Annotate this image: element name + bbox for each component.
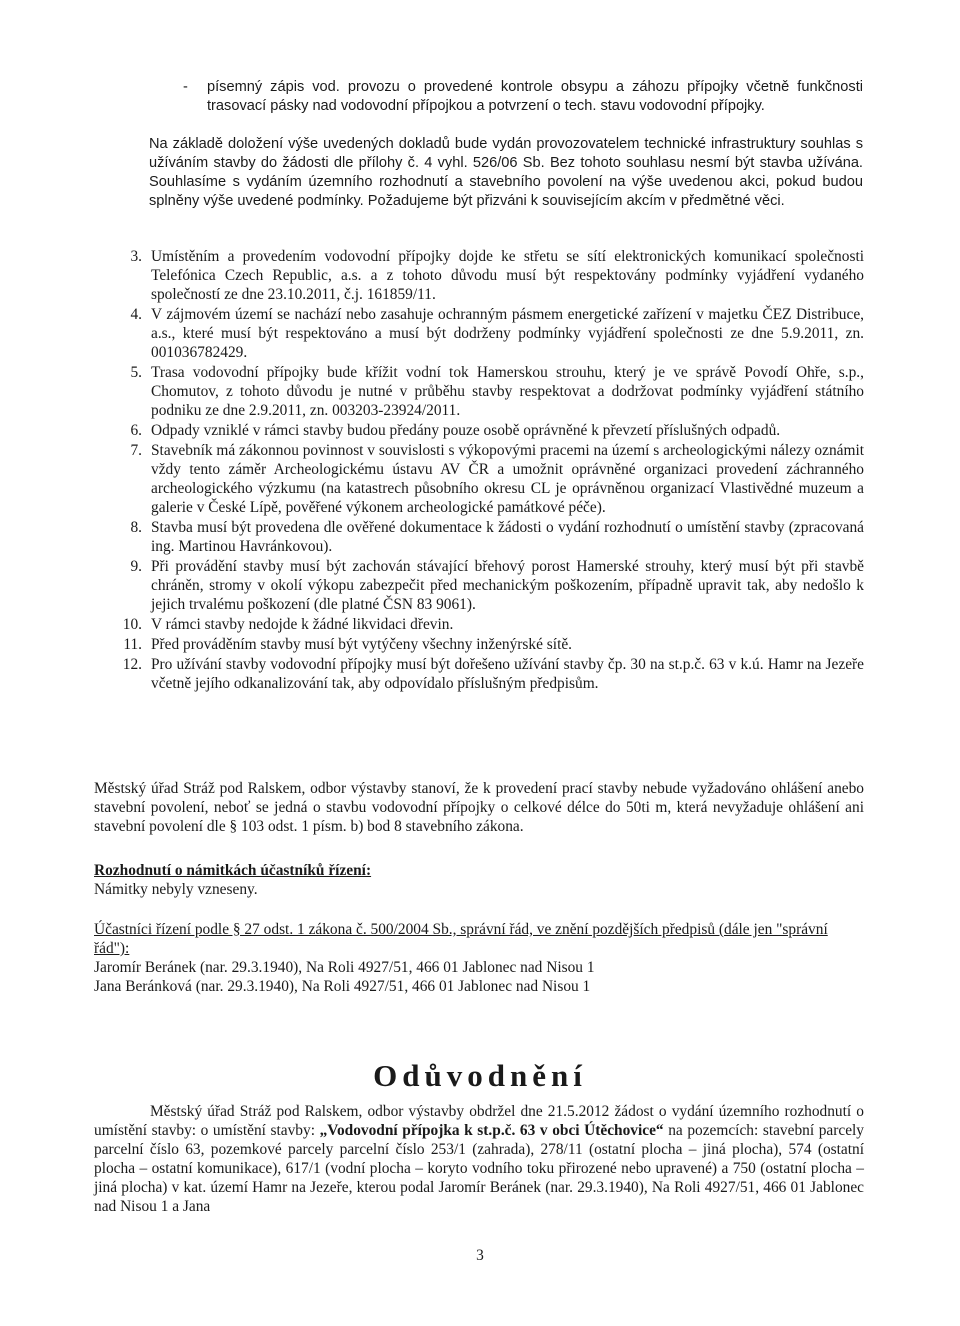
condition-text: Stavba musí být provedena dle ověřené dokumentace k žádosti o vydání rozhodnutí o umístění stavby (zpracovaná ing. Martinou Havránkovou). <box>151 519 864 555</box>
condition-number: 10. <box>122 616 142 633</box>
condition-item <box>118 518 864 556</box>
condition-item <box>118 363 864 420</box>
participants-section <box>94 920 864 996</box>
condition-text: Trasa vodovodní přípojky bude křížit vodní tok Hamerskou strouhu, který je ve správě Povodí Ohře, s.p., Chomutov, z tohoto důvodu je nutné v průběhu stavby respektovat a dodržovat podmínky vyjádření státního podniku ze dne 2.9.2011, zn. 003203-23924/2011. <box>151 364 864 419</box>
condition-text: Odpady vzniklé v rámci stavby budou předány pouze osobě oprávněné k převzetí příslušných odpadů. <box>151 422 781 439</box>
participant-2: Jana Beránková (nar. 29.3.1940), Na Roli 4927/51, 466 01 Jablonec nad Nisou 1 <box>94 978 591 995</box>
condition-item <box>118 247 864 304</box>
condition-text: V rámci stavby nedojde k žádné likvidaci dřevin. <box>151 616 454 633</box>
intro-paragraph-a: Na základě doložení výše uvedených dokladů bude vydán provozovatelem technické infrastruktury souhlas s užíváním stavby do žádosti dle přílohy č. 4 vyhl. 526/06 Sb. Bez tohoto souhlasu nesmí být stavba užívána. <box>149 136 863 171</box>
condition-number: 11. <box>123 636 142 653</box>
condition-number: 4. <box>130 306 142 323</box>
condition-item <box>118 421 864 440</box>
dash-item-text: písemný zápis vod. provozu o provedené kontrole obsypu a záhozu přípojky včetně funkčnosti trasovací pásky nad vodovodní přípojkou a potvrzení o tech. stavu vodovodní přípojky. <box>207 79 863 114</box>
intro-paragraph-b: Souhlasíme s vydáním územního rozhodnutí a stavebního povolení na výše uvedenou akci, pokud budou splněny výše uvedené podmínky. Požadujeme být přizváni k souvisejícím akcím v předmětné věci. <box>149 174 863 209</box>
objections-heading: Rozhodnutí o námitkách účastníků řízení: <box>94 862 372 879</box>
intro-paragraph <box>149 135 863 211</box>
condition-number: 5. <box>130 364 142 381</box>
participants-heading: Účastníci řízení podle § 27 odst. 1 zákona č. 500/2004 Sb., správní řád, ve znění pozdějších předpisů (dále jen "správní řád"): <box>94 921 828 957</box>
condition-text: Při provádění stavby musí být zachován stávající břehový porost Hamerské strouhy, který musí být při stavbě chráněn, stromy v okolí výkopu zabezpečit před mechanickým poškozením, případně upravit tak, aby nedošlo k jejich trvalému poškození (dle platné ČSN 83 9061). <box>151 558 864 613</box>
objections-text: Námitky nebyly vzneseny. <box>94 881 258 898</box>
reasoning-project-name: „Vodovodní přípojka k st.p.č. 63 v obci Útěchovice“ <box>319 1122 664 1139</box>
intro-dash-item <box>183 78 863 116</box>
condition-number: 12. <box>122 656 142 673</box>
condition-text: Před prováděním stavby musí být vytýčeny všechny inženýrské sítě. <box>151 636 573 653</box>
condition-number: 6. <box>130 422 142 439</box>
objections-section <box>94 861 864 899</box>
condition-item <box>118 305 864 362</box>
condition-item <box>118 655 864 693</box>
conditions-list <box>118 247 864 694</box>
participant-1: Jaromír Beránek (nar. 29.3.1940), Na Roli 4927/51, 466 01 Jablonec nad Nisou 1 <box>94 959 595 976</box>
reasoning-paragraph <box>94 1102 864 1216</box>
condition-item <box>118 557 864 614</box>
reasoning-title: Odůvodnění <box>373 1058 587 1093</box>
condition-item <box>118 441 864 517</box>
condition-number: 9. <box>130 558 142 575</box>
dash-bullet: - <box>183 79 188 95</box>
condition-number: 3. <box>130 248 142 265</box>
condition-text: Umístěním a provedením vodovodní přípojky dojde ke střetu se sítí elektronických komunikací společnosti Telefónica Czech Republic, a.s. a z tohoto důvodu musí být respektovány podmínky vyjádření vydaného společností ze dne 23.10.2011, č.j. 161859/11. <box>151 248 864 303</box>
condition-number: 8. <box>130 519 142 536</box>
condition-item <box>118 635 864 654</box>
statement-paragraph: Městský úřad Stráž pod Ralskem, odbor výstavby stanoví, že k provedení prací stavby nebude vyžadováno ohlášení anebo stavební povolení, neboť se jedná o stavbu vodovodní přípojky o celkové délce do 50ti m, která nevyžaduje ohlášení ani stavební povolení dle § 103 odst. 1 písm. b) bod 8 stavebního zákona. <box>94 780 864 835</box>
reasoning-text-part2: na pozemcích: stavební parcely parcelní číslo 63, pozemkové parcely parcelní číslo 253/1 (zahrada), 278/11 (ostatní plocha – jiná plocha), 574 (ostatní plocha – ostatní komunikace), 617/1 (vodní plocha – koryto vodního toku přirozené nebo upravené) a 750 (ostatní plocha – jiná plocha) v kat. území Hamr na Jezeře, kterou podal Jaromír Beránek (nar. 29.3.1940), Na Roli 4927/51, 466 01 Jablonec nad Nisou 1 a Jana <box>94 1122 864 1215</box>
reasoning-text-part1: Městský úřad Stráž pod Ralskem, odbor výstavby obdržel dne 21.5.2012 žádost o vydání územního rozhodnutí o umístění stavby: o umístění stavby: <box>94 1103 864 1139</box>
page-number: 3 <box>476 1247 484 1264</box>
condition-text: Pro užívání stavby vodovodní přípojky musí být dořešeno užívání stavby čp. 30 na st.p.č. 63 v k.ú. Hamr na Jezeře včetně jejího odkanalizování tak, aby odpovídalo příslušným předpisům. <box>151 656 864 692</box>
condition-text: V zájmovém území se nachází nebo zasahuje ochranným pásmem energetické zařízení v majetku ČEZ Distribuce, a.s., které musí být respektováno a musí být dodrženy podmínky vyjádření společnosti ze dne 5.9.2011, zn. 001036782429. <box>151 306 864 361</box>
condition-item <box>118 615 864 634</box>
condition-number: 7. <box>130 442 142 459</box>
condition-text: Stavebník má zákonnou povinnost v souvislosti s výkopovými pracemi na území s archeologickými nálezy oznámit vždy tento záměr Archeologickému ústavu AV ČR a umožnit oprávněné organizaci provedení záchranného archeologického výzkumu (na katastrech působního okresu CL je oprávněnou organizací Vlastivědné muzeum a galerie v České Lípě, pověřené výkonem archeologické památkové péče). <box>151 442 864 516</box>
